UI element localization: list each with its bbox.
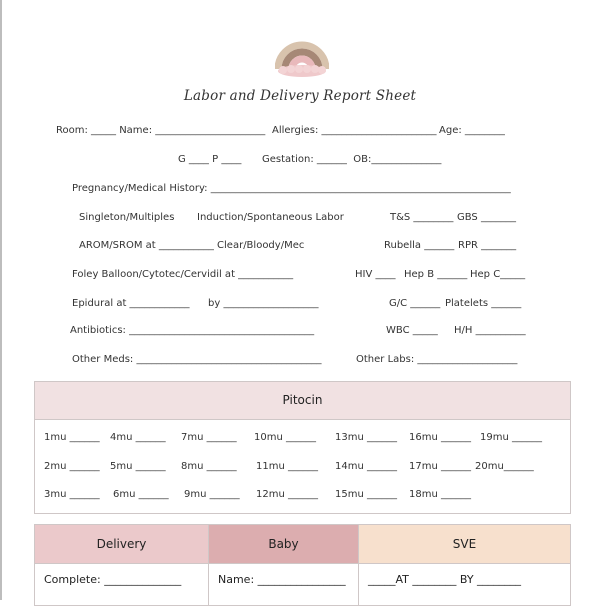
wbc-field[interactable]: WBC _____ xyxy=(386,325,438,336)
pitocin-12mu[interactable]: 12mu ______ xyxy=(256,489,318,500)
allergies-field[interactable]: Allergies: _______________________ xyxy=(272,125,437,136)
baby-header: Baby xyxy=(209,525,358,563)
complete-field[interactable]: Complete: ______________ xyxy=(44,573,182,586)
antibiotics-field[interactable]: Antibiotics: _____________________________________ xyxy=(70,325,315,336)
hep-b-field[interactable]: Hep B ______ xyxy=(404,269,468,280)
divider xyxy=(208,525,209,605)
pitocin-5mu[interactable]: 5mu ______ xyxy=(110,461,166,472)
induction-spontaneous-label: Induction/Spontaneous Labor xyxy=(197,212,344,223)
pitocin-4mu[interactable]: 4mu ______ xyxy=(110,432,166,443)
delivery-header: Delivery xyxy=(35,525,208,563)
pitocin-section xyxy=(34,381,571,514)
pitocin-7mu[interactable]: 7mu ______ xyxy=(181,432,237,443)
divider xyxy=(358,525,359,605)
gravida-para-field[interactable]: G ____ P ____ xyxy=(178,154,242,165)
pitocin-1mu[interactable]: 1mu ______ xyxy=(44,432,100,443)
room-name-field[interactable]: Room: _____ Name: ______________________ xyxy=(56,125,266,136)
rubella-field[interactable]: Rubella ______ xyxy=(384,240,455,251)
pitocin-3mu[interactable]: 3mu ______ xyxy=(44,489,100,500)
pitocin-18mu[interactable]: 18mu ______ xyxy=(409,489,471,500)
pitocin-header: Pitocin xyxy=(35,382,570,420)
baby-name-field[interactable]: Name: ________________ xyxy=(218,573,346,586)
platelets-field[interactable]: Platelets ______ xyxy=(445,298,522,309)
gbs-field[interactable]: GBS _______ xyxy=(457,212,516,223)
pitocin-8mu[interactable]: 8mu ______ xyxy=(181,461,237,472)
gestation-ob-field[interactable]: Gestation: ______ OB:______________ xyxy=(262,154,442,165)
pitocin-17mu[interactable]: 17mu ______ xyxy=(409,461,471,472)
pitocin-19mu[interactable]: 19mu ______ xyxy=(480,432,542,443)
other-labs-field[interactable]: Other Labs: ____________________ xyxy=(356,354,518,365)
medical-history-field[interactable]: Pregnancy/Medical History: ____________________________________________________________ xyxy=(72,183,511,194)
pitocin-10mu[interactable]: 10mu ______ xyxy=(254,432,316,443)
epidural-by-field[interactable]: by ___________________ xyxy=(208,298,319,309)
rainbow-logo xyxy=(275,29,329,79)
singleton-multiples-label: Singleton/Multiples xyxy=(79,212,175,223)
pitocin-20mu[interactable]: 20mu______ xyxy=(475,461,534,472)
rpr-field[interactable]: RPR _______ xyxy=(458,240,517,251)
gc-field[interactable]: G/C ______ xyxy=(389,298,441,309)
pitocin-6mu[interactable]: 6mu ______ xyxy=(113,489,169,500)
delivery-table xyxy=(34,524,571,606)
ts-field[interactable]: T&S ________ xyxy=(390,212,454,223)
arom-srom-field[interactable]: AROM/SROM at ___________ Clear/Bloody/Mec xyxy=(79,240,305,251)
sve-header: SVE xyxy=(359,525,570,563)
pitocin-16mu[interactable]: 16mu ______ xyxy=(409,432,471,443)
age-field[interactable]: Age: ________ xyxy=(439,125,505,136)
divider xyxy=(35,563,570,564)
foley-cytotec-field[interactable]: Foley Balloon/Cytotec/Cervidil at ___________ xyxy=(72,269,294,280)
page-title: Labor and Delivery Report Sheet xyxy=(183,88,417,104)
pitocin-2mu[interactable]: 2mu ______ xyxy=(44,461,100,472)
sve-at-by-field[interactable]: _____AT ________ BY ________ xyxy=(368,573,522,586)
pitocin-15mu[interactable]: 15mu ______ xyxy=(335,489,397,500)
pitocin-9mu[interactable]: 9mu ______ xyxy=(184,489,240,500)
other-meds-field[interactable]: Other Meds: _____________________________________ xyxy=(72,354,322,365)
pitocin-13mu[interactable]: 13mu ______ xyxy=(335,432,397,443)
pitocin-11mu[interactable]: 11mu ______ xyxy=(256,461,318,472)
pitocin-14mu[interactable]: 14mu ______ xyxy=(335,461,397,472)
epidural-at-field[interactable]: Epidural at ____________ xyxy=(72,298,190,309)
hiv-field[interactable]: HIV ____ xyxy=(355,269,396,280)
hep-c-field[interactable]: Hep C_____ xyxy=(470,269,526,280)
hh-field[interactable]: H/H __________ xyxy=(454,325,526,336)
